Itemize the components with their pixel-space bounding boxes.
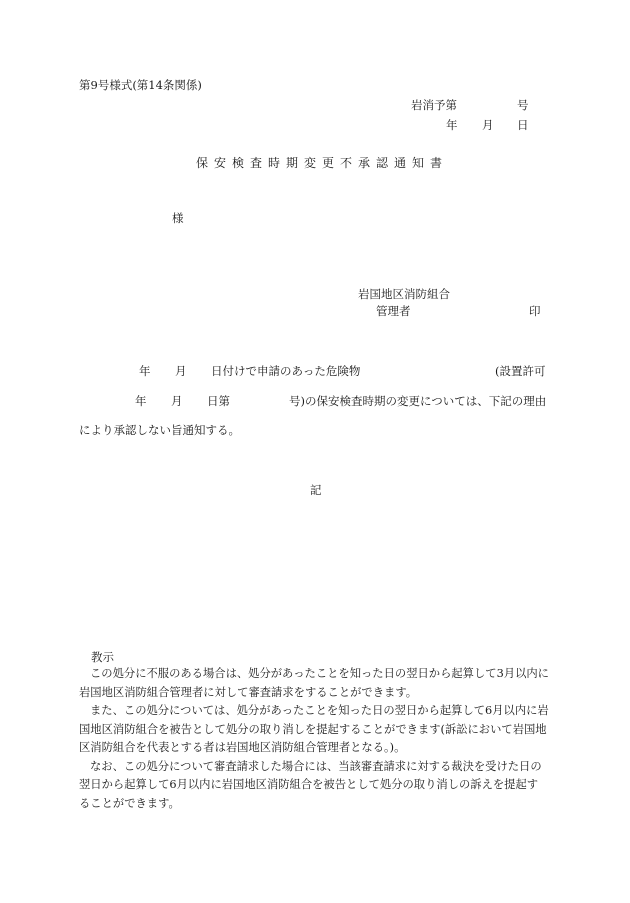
recipient-honorific: 様	[172, 211, 184, 225]
form-label: 第9号様式(第14条関係)	[79, 78, 202, 92]
body-l1-year: 年	[139, 364, 151, 378]
date-year: 年	[446, 118, 458, 132]
body-l2-month: 月	[171, 394, 183, 408]
doc-number-prefix: 岩消予第	[411, 98, 457, 112]
ki-heading: 記	[310, 483, 322, 497]
body-l1-month: 月	[175, 364, 187, 378]
body-l2-text: 号)の保安検査時期の変更については、下記の理由	[289, 394, 547, 408]
notice-heading: 教示	[91, 650, 114, 664]
body-l1-end: (設置許可	[495, 364, 546, 378]
notice-paragraph-1: この処分に不服のある場合は、処分があったことを知った日の翌日から起算して3月以内に岩国地区消防組合管理者に対して審査請求をすることができます。	[79, 667, 549, 699]
body-l3-text: により承認しない旨通知する。	[79, 423, 240, 437]
body-l2-year: 年	[135, 394, 147, 408]
doc-number-suffix: 号	[517, 98, 529, 112]
page-title: 保安検査時期変更不承認通知書	[196, 156, 449, 170]
notice-paragraph-3: なお、この処分について審査請求した場合には、当該審査請求に対する裁決を受けた日の翌日から起算して6月以内に岩国地区消防組合を被告として処分の取り消しの訴えを提起することができます。	[79, 759, 542, 810]
notice-paragraph-2: また、この処分については、処分があったことを知った日の翌日から起算して6月以内に岩国地区消防組合を被告として処分の取り消しを提起することができます(訴訟において岩国地区消防組合を代表とする者は岩国地区消防組合管理者となる。)。	[79, 704, 549, 754]
date-month: 月	[482, 118, 494, 132]
issuer-role: 管理者	[376, 304, 411, 318]
notice-body	[79, 665, 549, 813]
body-l2-day: 日第	[207, 394, 230, 408]
seal-mark: 印	[529, 304, 541, 318]
date-day: 日	[517, 118, 529, 132]
issuer-org: 岩国地区消防組合	[358, 287, 450, 301]
body-l1-text: 日付けで申請のあった危険物	[211, 364, 361, 378]
